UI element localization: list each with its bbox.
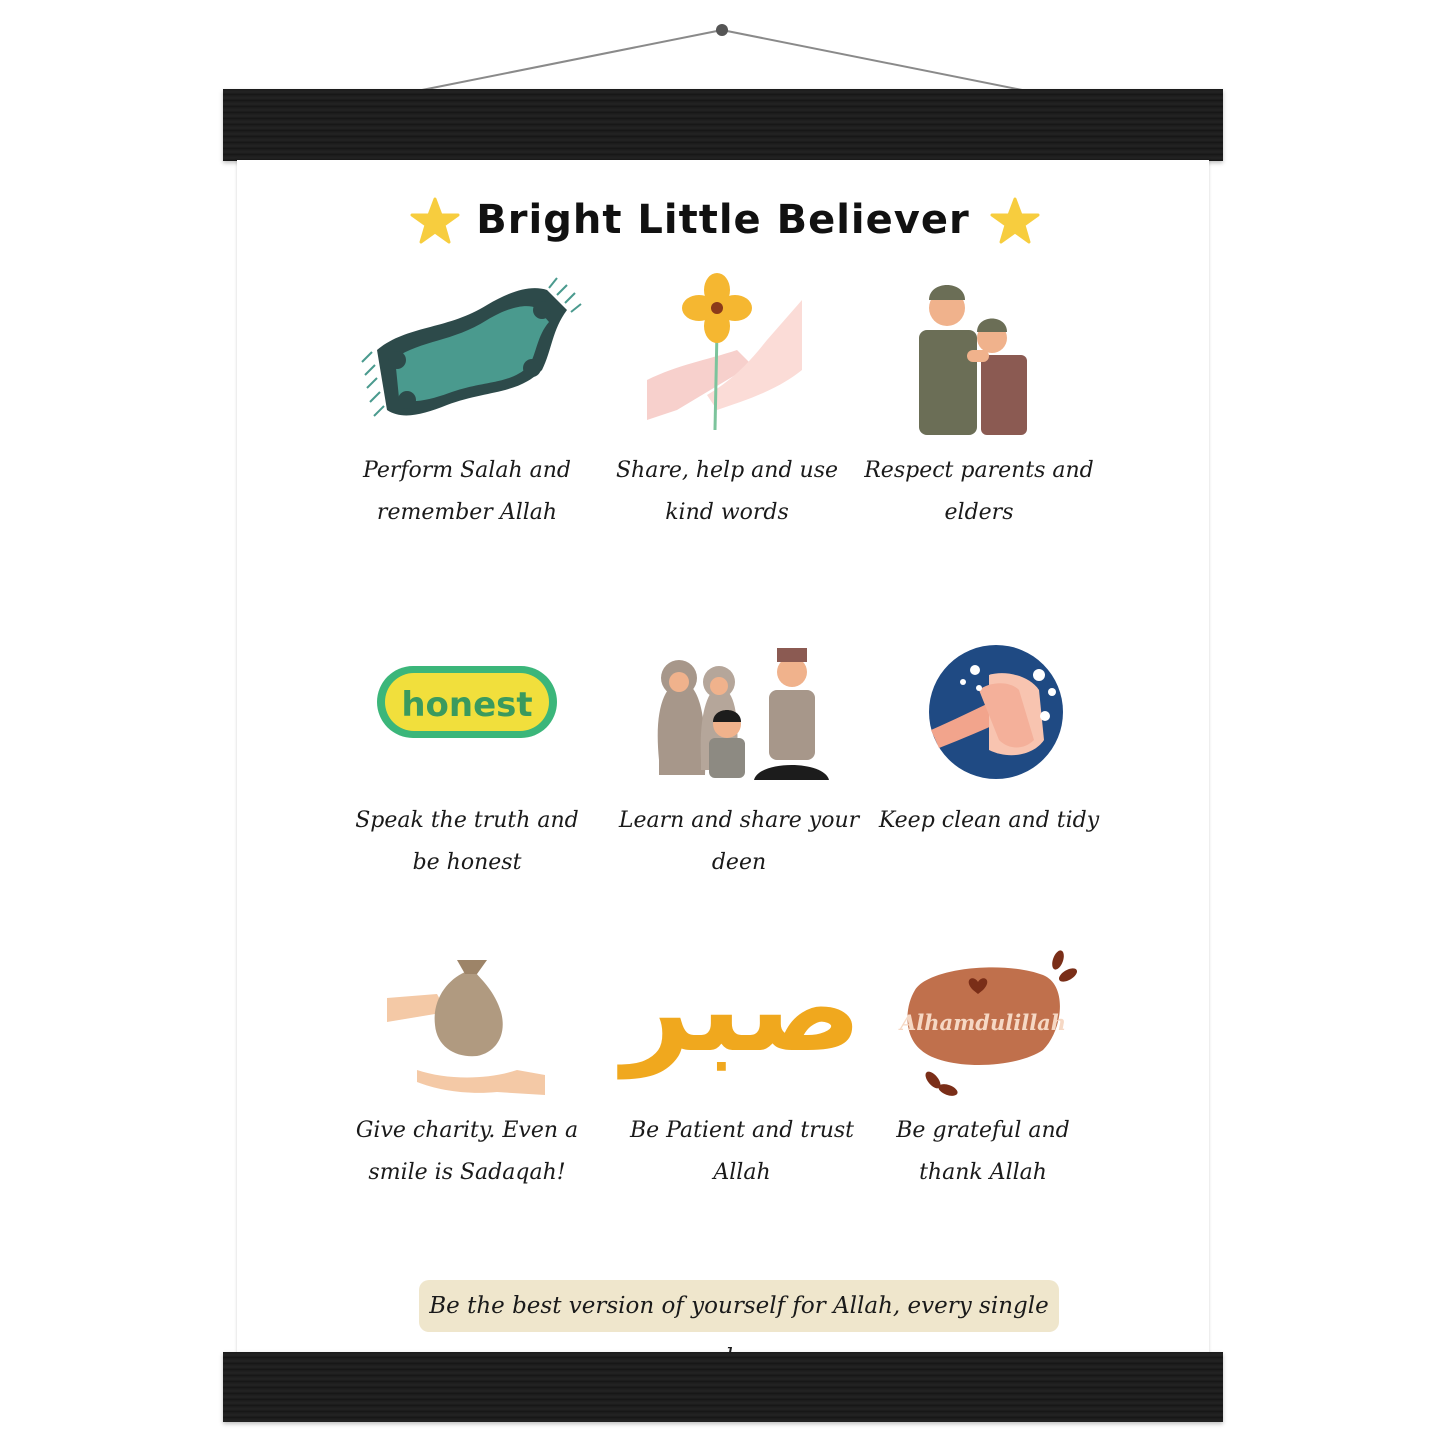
habit-card-honesty	[337, 620, 597, 884]
habit-card-kindness	[597, 270, 857, 534]
habit-card-respect	[849, 270, 1109, 534]
habit-card-charity	[337, 930, 597, 1194]
habit-caption	[337, 450, 597, 534]
caption-line: Share, help and use	[615, 458, 839, 483]
charity-bag-icon	[337, 930, 597, 1110]
sabr-calligraphy-icon	[612, 930, 872, 1110]
hanging-string	[0, 0, 1445, 100]
caption-line: remember Allah	[376, 500, 558, 525]
habit-caption	[849, 450, 1109, 534]
star-icon	[989, 196, 1041, 248]
habit-caption	[853, 1110, 1113, 1194]
habit-caption	[597, 450, 857, 534]
habit-caption	[337, 1110, 597, 1194]
caption-line: thank Allah	[919, 1160, 1047, 1185]
prayer-mat-icon	[337, 270, 597, 450]
arabic-text: صبر	[622, 940, 862, 1079]
habit-caption	[609, 800, 869, 884]
caption-line: deen	[711, 850, 767, 875]
caption-line: Speak the truth and	[355, 808, 579, 833]
habit-card-patience	[612, 930, 872, 1194]
poster-paper	[237, 160, 1209, 1353]
caption-line: Keep clean and tidy	[878, 808, 1100, 833]
habit-card-cleanliness	[859, 620, 1119, 842]
caption-line: Learn and share your	[618, 808, 860, 833]
habit-caption	[612, 1110, 872, 1194]
child-respecting-elder-icon	[849, 270, 1109, 450]
caption-line: Give charity. Even a	[355, 1118, 579, 1143]
badge-text: Alhamdulillah	[899, 1010, 1067, 1035]
habit-card-deen	[609, 620, 869, 884]
caption-line: Respect parents and	[864, 458, 1094, 483]
caption-line: kind words	[665, 500, 789, 525]
hand-washing-icon	[859, 620, 1119, 800]
caption-line: Be Patient and trust	[629, 1118, 855, 1143]
top-hanger-rail	[223, 89, 1223, 161]
habit-card-gratitude	[853, 930, 1113, 1194]
alhamdulillah-badge-icon	[853, 930, 1113, 1110]
badge-text: honest	[401, 685, 533, 725]
caption-line: Allah	[713, 1160, 771, 1185]
flower-giving-hands-icon	[597, 270, 857, 450]
star-icon	[409, 196, 461, 248]
title-row	[237, 190, 1209, 250]
caption-line: Be grateful and	[896, 1118, 1070, 1143]
caption-line: be honest	[412, 850, 522, 875]
caption-line: smile is Sadaqah!	[368, 1160, 566, 1185]
caption-line: Perform Salah and	[363, 458, 571, 483]
habit-caption	[859, 800, 1119, 842]
caption-line: elders	[944, 500, 1014, 525]
habit-caption	[337, 800, 597, 884]
honest-badge-icon	[337, 620, 597, 800]
habit-card-salah	[337, 270, 597, 534]
family-learning-icon	[609, 620, 869, 800]
bottom-hanger-rail	[223, 1352, 1223, 1422]
poster-title: Bright Little Believer	[476, 197, 970, 243]
footer-banner: Be the best version of yourself for Allah, every single	[419, 1280, 1059, 1332]
